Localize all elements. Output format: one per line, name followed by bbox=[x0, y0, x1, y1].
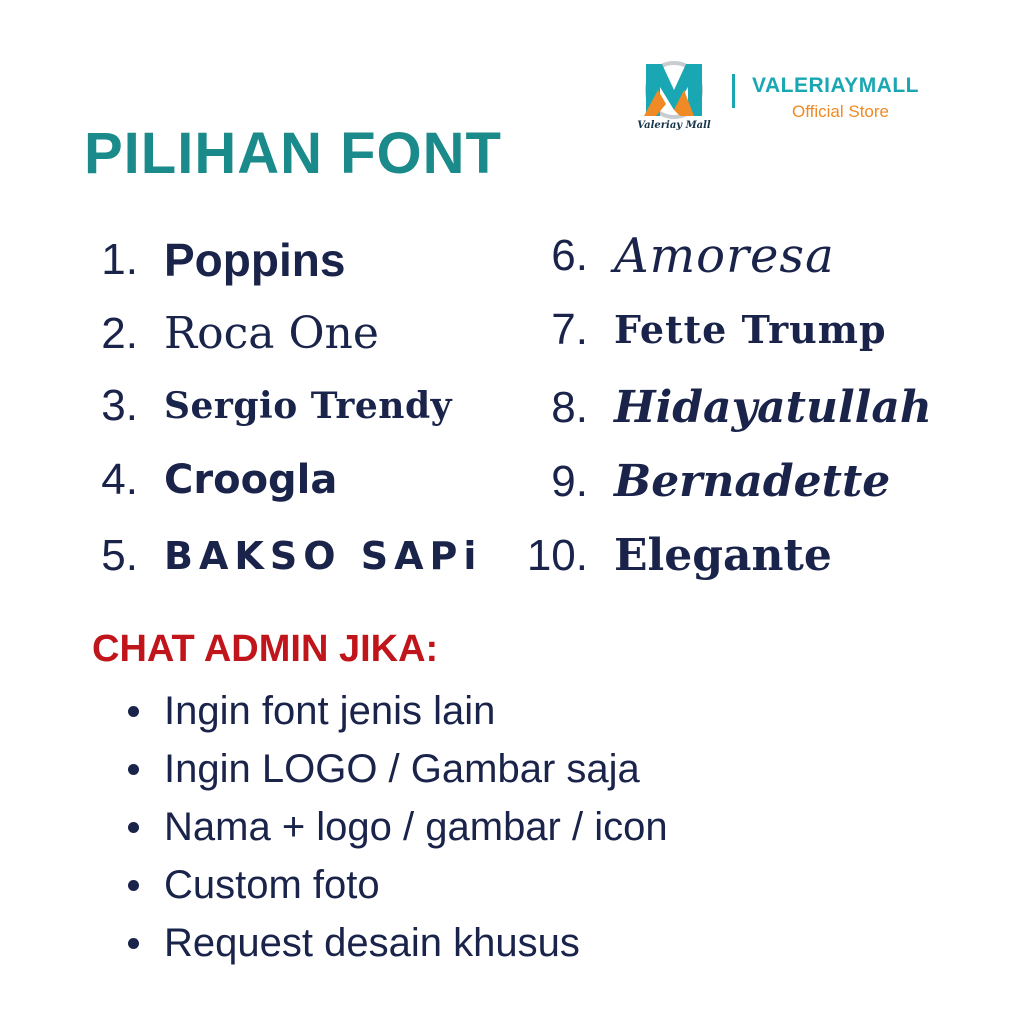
font-number: 4. bbox=[101, 455, 138, 504]
font-number: 8. bbox=[551, 383, 588, 432]
logo-caption: Valeriay Mall bbox=[637, 120, 711, 131]
list-item-text: Request desain khusus bbox=[164, 921, 580, 965]
bullet-icon bbox=[128, 822, 139, 833]
font-name: Poppins bbox=[164, 234, 346, 286]
list-item-text: Ingin font jenis lain bbox=[164, 689, 496, 733]
bullet-icon bbox=[128, 938, 139, 949]
page-title: PILIHAN FONT bbox=[84, 121, 502, 186]
bullet-icon bbox=[128, 880, 139, 891]
font-name: Croogla bbox=[164, 457, 338, 503]
font-number: 5. bbox=[101, 531, 138, 580]
brand-name: VALERIAYMALL bbox=[752, 74, 920, 97]
list-item-text: Nama + logo / gambar / icon bbox=[164, 805, 668, 849]
brand-subtitle: Official Store bbox=[792, 102, 890, 121]
font-number: 9. bbox=[551, 457, 588, 506]
font-number: 7. bbox=[551, 305, 588, 354]
font-name: Roca One bbox=[164, 308, 379, 359]
list-item-text: Ingin LOGO / Gambar saja bbox=[164, 747, 640, 791]
font-name: Amoresa bbox=[614, 228, 835, 284]
font-name: Elegante bbox=[614, 530, 832, 581]
font-name: BAKSO SAPi bbox=[164, 534, 483, 578]
bullet-icon bbox=[128, 764, 139, 775]
brand-header bbox=[636, 60, 966, 138]
list-item-text: Custom foto bbox=[164, 863, 380, 907]
font-name: Bernadette bbox=[614, 456, 891, 507]
font-number: 2. bbox=[101, 309, 138, 358]
font-number: 10. bbox=[526, 531, 588, 580]
font-number: 3. bbox=[101, 381, 138, 430]
bullet-icon bbox=[128, 706, 139, 717]
font-name: Hidayatullah bbox=[614, 382, 932, 433]
font-number: 6. bbox=[551, 231, 588, 280]
font-name: Sergio Trendy bbox=[164, 385, 453, 427]
font-number: 1. bbox=[101, 235, 138, 284]
valeriay-mall-m-logo-icon bbox=[636, 60, 712, 138]
chat-admin-heading: CHAT ADMIN JIKA: bbox=[92, 628, 439, 670]
brand-divider bbox=[732, 74, 735, 108]
font-name: Fette Trump bbox=[614, 307, 887, 352]
